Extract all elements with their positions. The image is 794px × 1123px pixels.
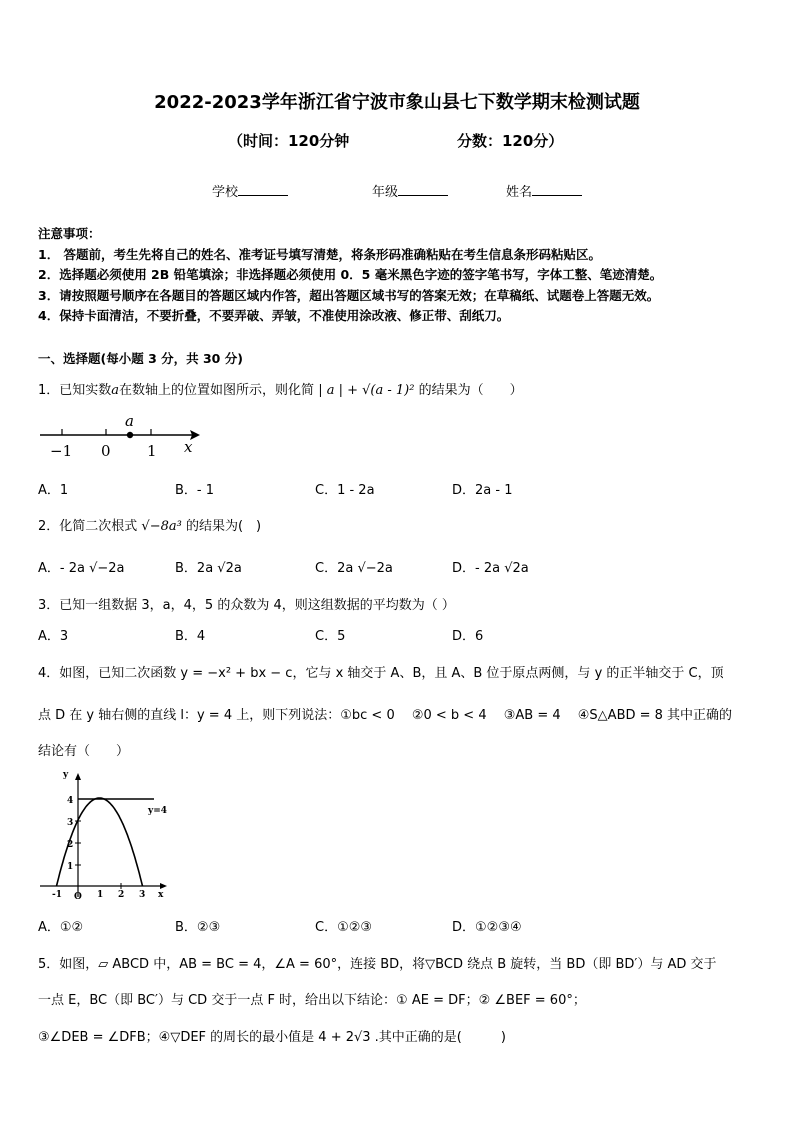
x-tick-label: 3 [139,890,146,900]
tick-label: −1 [50,442,73,460]
q3-option-a[interactable]: A．3 [38,629,69,644]
q2-option-c[interactable]: C．2a √−2a [315,561,393,576]
axis-label: x [184,438,193,456]
question-4-line: 结论有（ ） [38,744,130,759]
x-tick-label: 2 [118,890,125,900]
note-item: 4．保持卡面清洁，不要折叠，不要弄破、弄皱，不准使用涂改液、修正带、刮纸刀。 [38,308,510,323]
q1-option-b[interactable]: B．- 1 [175,483,215,498]
question-2 [38,515,261,534]
notes-heading: 注意事项： [38,226,101,241]
parabola-graph [36,765,176,903]
y-tick-label: 3 [67,818,74,828]
tick-label: 0 [101,442,111,460]
y-tick-label: 1 [67,862,74,872]
question-5-line: 一点 E，BC（即 BC′）与 CD 交于一点 F 时，给出以下结论：① AE = DF；② ∠BEF = 60°； [38,993,586,1008]
point-label: a [125,412,134,430]
q2-option-d[interactable]: D．- 2a √2a [452,561,529,576]
question-3: 3．已知一组数据 3，a，4，5 的众数为 4，则这组数据的平均数为（ ） [38,598,455,613]
q2-option-b[interactable]: B．2a √2a [175,561,242,576]
arrow-icon [160,883,167,889]
x-tick-label: -1 [52,890,62,900]
question-4-line: 4．如图，已知二次函数 y = −x² + bx − c，它与 x 轴交于 A、B，且 A、B 位于原点两侧，与 y 的正半轴交于 C，顶 [38,666,724,681]
q1-option-c[interactable]: C．1 - 2a [315,483,375,498]
x-tick-label: 1 [97,890,104,900]
note-item: 2．选择题必须使用 2B 铅笔填涂；非选择题必须使用 0．5 毫米黑色字迹的签字笔书写，字体工整、笔迹清楚。 [38,267,663,282]
q3-option-d[interactable]: D．6 [452,629,484,644]
point-a [127,432,133,438]
y-axis-label: y [63,770,69,780]
q4-option-d[interactable]: D．①②③④ [452,920,522,935]
question-1 [38,379,523,398]
q1-text: 的结果为（ ） [418,383,523,398]
q1-expression: | a | + √(a - 1)² [318,383,415,398]
q2-text: 2．化简二次根式 [38,519,138,534]
exam-score: 分数：120分） [457,132,564,150]
school-label: 学校 [212,185,239,200]
q1-option-d[interactable]: D．2a - 1 [452,483,513,498]
school-blank[interactable] [238,183,288,196]
note-item: 1． 答题前，考生先将自己的姓名、准考证号填写清楚，将条形码准确粘贴在考生信息条形码粘贴区。 [38,247,602,262]
line-label: y=4 [148,806,168,816]
grade-blank[interactable] [398,183,448,196]
arrow-icon [75,773,81,780]
q1-text: 在数轴上的位置如图所示，则化简 [119,383,315,398]
question-4-line: 点 D 在 y 轴右侧的直线 l：y = 4 上，则下列说法：①bc < 0 ②0 < b < 4 ③AB = 4 ④S△ABD = 8 其中正确的 [38,708,733,723]
x-axis-label: x [158,890,164,900]
origin-label: O [74,892,82,902]
q4-option-a[interactable]: A．①② [38,920,84,935]
question-5-line: ③∠DEB = ∠DFB；④▽DEF 的周长的最小值是 4 + 2√3 .其中正确的是( ) [38,1030,506,1045]
q2-expression: √−8a³ [141,519,182,534]
question-5-line: 5．如图，▱ ABCD 中，AB = BC = 4，∠A = 60°，连接 BD，将▽BCD 绕点 B 旋转，当 BD（即 BD′）与 AD 交于 [38,957,717,972]
grade-field[interactable] [372,181,448,200]
name-field[interactable] [506,181,582,200]
school-field[interactable] [212,181,288,200]
q4-option-c[interactable]: C．①②③ [315,920,373,935]
note-item: 3．请按照题号顺序在各题目的答题区域内作答，超出答题区域书写的答案无效；在草稿纸、试题卷上答题无效。 [38,288,660,303]
y-tick-label: 2 [67,840,74,850]
name-blank[interactable] [532,183,582,196]
q1-text: 1．已知实数 [38,383,112,398]
q4-option-b[interactable]: B．②③ [175,920,221,935]
q1-var: a [111,383,120,398]
tick-label: 1 [147,442,157,460]
page-title: 2022-2023学年浙江省宁波市象山县七下数学期末检测试题 [154,92,640,113]
y-tick-label: 4 [67,796,74,806]
grade-label: 年级 [372,185,399,200]
q2-text: 的结果为( ) [185,519,262,534]
name-label: 姓名 [506,185,533,200]
exam-time: （时间：120分钟 [228,132,350,150]
number-line-figure [36,410,206,462]
section-heading: 一、选择题(每小题 3 分，共 30 分) [38,351,243,366]
q1-option-a[interactable]: A．1 [38,483,69,498]
q3-option-b[interactable]: B．4 [175,629,206,644]
q3-option-c[interactable]: C．5 [315,629,346,644]
q2-option-a[interactable]: A．- 2a √−2a [38,561,125,576]
